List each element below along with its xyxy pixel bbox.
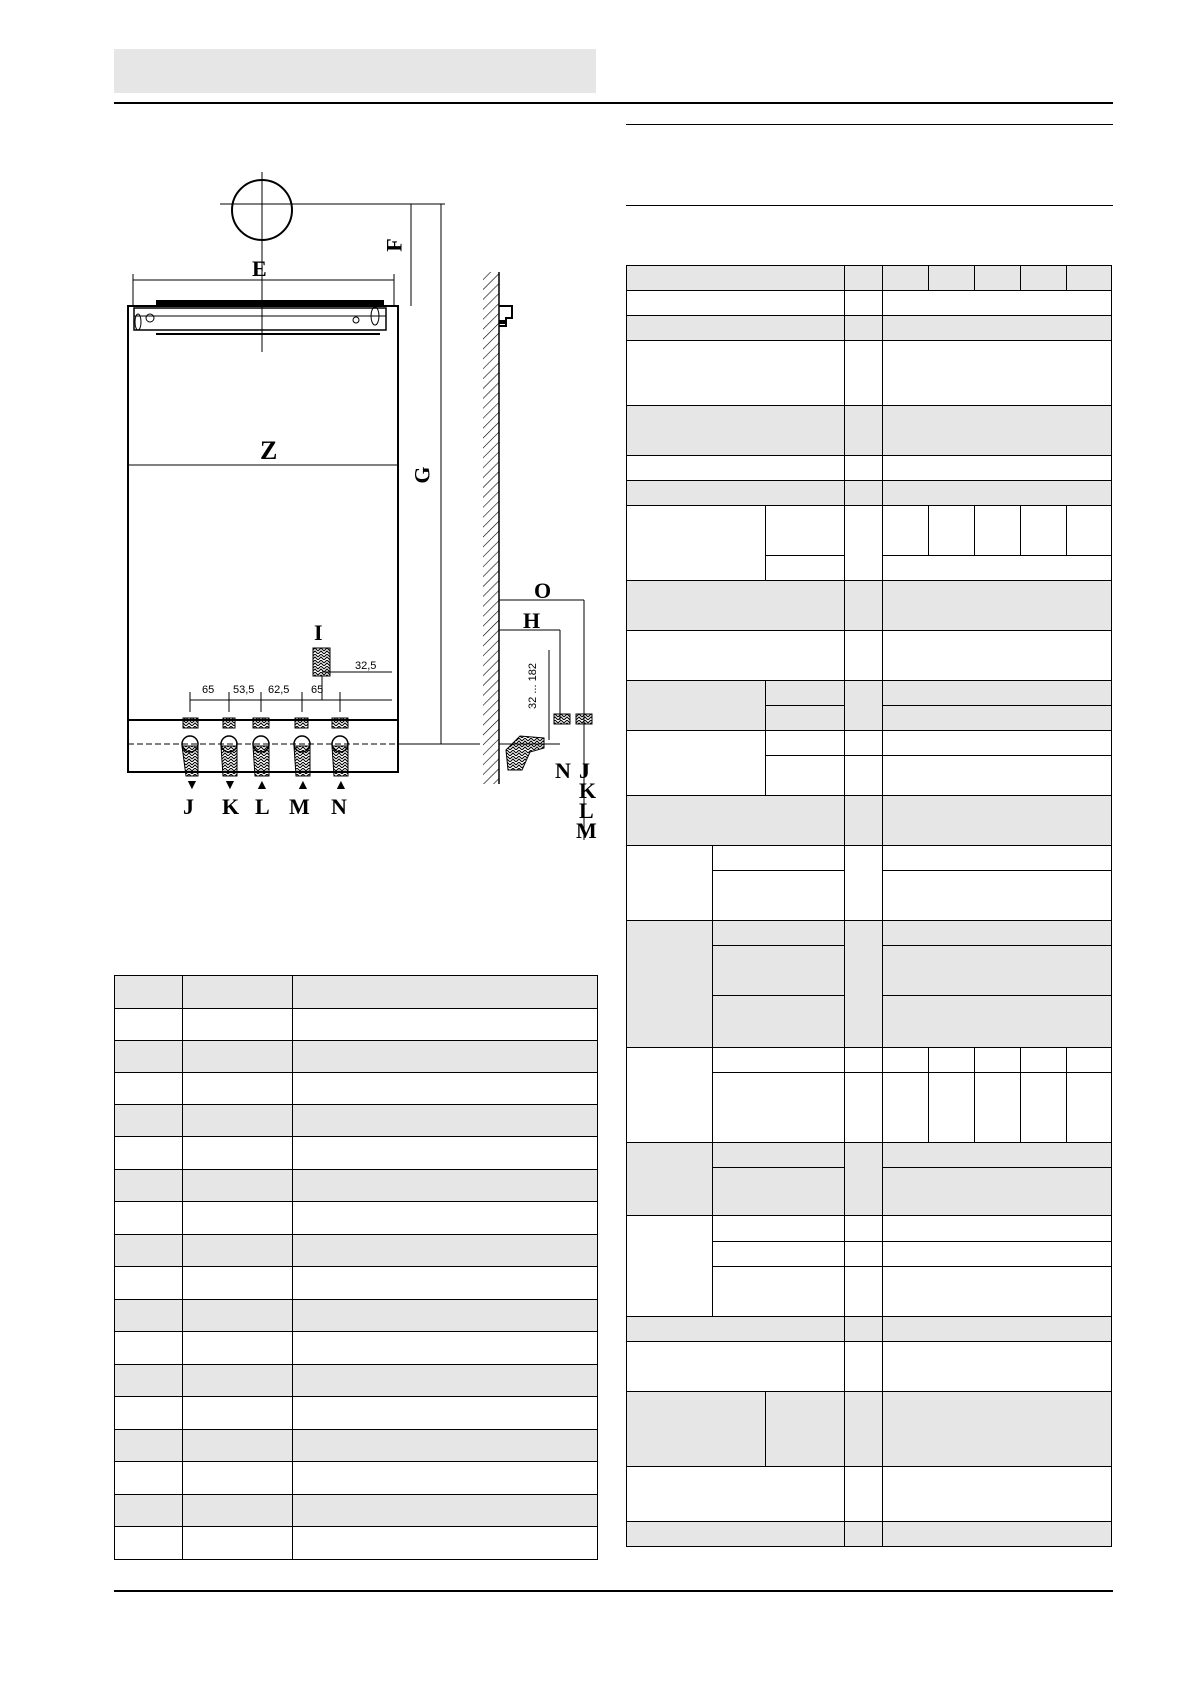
- boiler-body: [128, 300, 398, 772]
- table-row: [627, 1216, 1112, 1242]
- table-row: [627, 1467, 1112, 1522]
- table-row: [627, 1143, 1112, 1168]
- table-row: [627, 581, 1112, 631]
- table-row: [627, 506, 1112, 556]
- table-row: [115, 1332, 598, 1365]
- side-label-K: K: [579, 778, 597, 803]
- table-row: [627, 846, 1112, 871]
- side-label-L: L: [579, 798, 594, 823]
- dimension-drawing: [0, 0, 620, 860]
- table-row: [115, 1300, 598, 1332]
- table-row: [115, 1073, 598, 1105]
- table-row: [115, 1235, 598, 1267]
- table-row: [627, 456, 1112, 481]
- table-row: [115, 1267, 598, 1300]
- label-O: O: [534, 578, 552, 603]
- wall-side-view: [483, 272, 592, 840]
- table-row: [627, 266, 1112, 291]
- arrow-J: ▼: [185, 778, 199, 793]
- table-row: [627, 1342, 1112, 1392]
- label-H: H: [523, 608, 541, 633]
- table-row: [115, 1527, 598, 1560]
- dim-65-b: 65: [311, 684, 324, 696]
- side-label-N: N: [555, 758, 571, 783]
- table-row: [115, 1105, 598, 1137]
- dim-32-182: 32 ... 182: [526, 663, 539, 709]
- label-N: N: [331, 794, 347, 819]
- label-I: I: [314, 620, 323, 645]
- table-row: [627, 921, 1112, 946]
- dim-32-5: 32,5: [355, 660, 377, 672]
- table-row: [115, 1202, 598, 1235]
- hoses: [128, 736, 400, 776]
- table-row: [627, 481, 1112, 506]
- table-row: [627, 731, 1112, 756]
- label-E: E: [252, 256, 267, 281]
- table-row: [627, 1317, 1112, 1342]
- label-J: J: [183, 794, 194, 819]
- table-row: [115, 1430, 598, 1462]
- label-L: L: [255, 794, 270, 819]
- table-row: [115, 976, 598, 1009]
- table-row: [627, 796, 1112, 846]
- table-row: [627, 631, 1112, 681]
- section-rule-bottom: [626, 205, 1113, 206]
- arrow-M: ▲: [296, 778, 310, 793]
- label-F: F: [381, 238, 407, 252]
- section-rule-top: [626, 124, 1113, 125]
- arrow-N: ▲: [334, 778, 348, 793]
- table-row: [115, 1009, 598, 1041]
- table-row: [627, 291, 1112, 316]
- table-row: [115, 1397, 598, 1430]
- dim-53-5: 53,5: [233, 684, 255, 696]
- label-G: G: [409, 466, 435, 484]
- legend-table: [114, 975, 598, 1560]
- side-label-J: J: [579, 758, 590, 783]
- dim-65-a: 65: [202, 684, 215, 696]
- table-row: [115, 1137, 598, 1170]
- dim-62-5: 62,5: [268, 684, 290, 696]
- table-row: [627, 406, 1112, 456]
- table-row: [115, 1170, 598, 1202]
- table-row: [115, 1041, 598, 1073]
- table-row: [115, 1365, 598, 1397]
- arrow-K: ▼: [223, 778, 237, 793]
- label-Z: Z: [260, 436, 278, 465]
- side-label-M: M: [576, 818, 597, 843]
- table-row: [627, 681, 1112, 706]
- table-row: [627, 1522, 1112, 1547]
- table-row: [627, 316, 1112, 341]
- table-row: [627, 1392, 1112, 1467]
- table-row: [627, 1048, 1112, 1073]
- footer-rule: [114, 1590, 1113, 1592]
- label-M: M: [289, 794, 310, 819]
- arrow-L: ▲: [255, 778, 269, 793]
- table-row: [115, 1495, 598, 1527]
- technical-data-table: [626, 265, 1112, 1547]
- table-row: [115, 1462, 598, 1495]
- table-row: [627, 341, 1112, 406]
- label-K: K: [222, 794, 240, 819]
